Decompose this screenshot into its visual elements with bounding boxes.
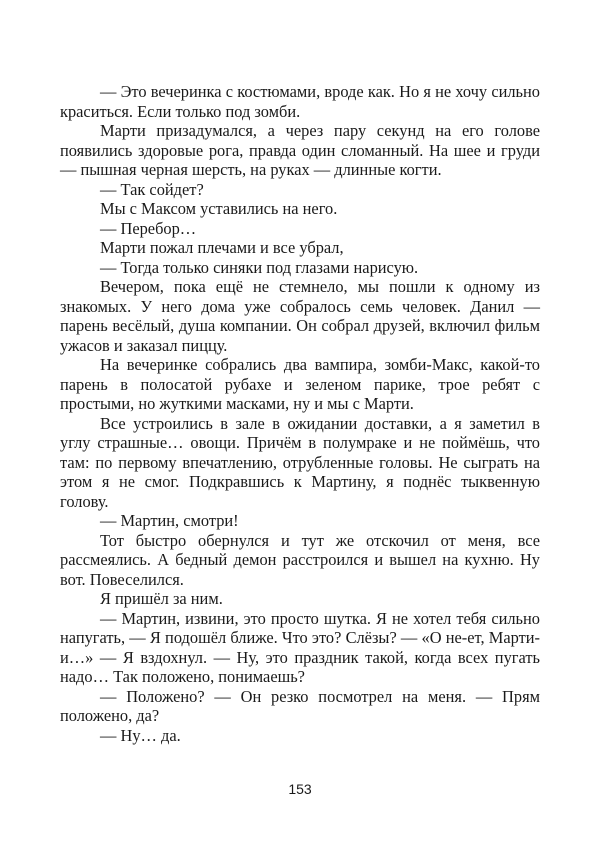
paragraph: — Ну… да. — [100, 725, 181, 745]
paragraph: — Тогда только синяки под глазами нарисую. — [100, 257, 419, 277]
paragraph: Все устроились в зале в ожидании доставки, а я заметил в углу страшные… овощи. Причём в полумраке и не поймёшь, что там: по первому впечатлению, отрубленные головы. Не сыграть на этом я не смог. Подкравшись к Мартину, я поднёс тыквенную голову. — [60, 413, 540, 511]
paragraph: — Положено? — Он резко посмотрел на меня. — Прям положено, да? — [60, 686, 540, 725]
paragraph: — Это вечеринка с костюмами, вроде как. Но я не хочу сильно краситься. Если только под зомби. — [60, 82, 540, 121]
paragraph: — Перебор… — [100, 218, 197, 238]
paragraph: Тот быстро обернулся и тут же отскочил от меня, все рассмеялись. А бедный демон расстроился и вышел на кухню. Ну вот. Повеселился. — [60, 530, 540, 589]
paragraph: Вечером, пока ещё не стемнело, мы пошли к одному из знакомых. У него дома уже собралось семь человек. Данил — парень весёлый, душа компании. Он собрал друзей, включил фильм ужасов и заказал пиццу. — [60, 277, 540, 355]
paragraph: — Мартин, извини, это просто шутка. Я не хотел тебя сильно напугать, — Я подошёл ближе. Что это? Слёзы? — «О не-ет, Марти-и…» — Я вздохнул. — Ну, это праздник такой, когда всех пугать надо… Так положено, понимаешь? — [60, 608, 540, 686]
paragraph: На вечеринке собрались два вампира, зомби-Макс, какой-то парень в полосатой рубахе и зеленом парике, трое ребят с простыми, но жуткими масками, ну и мы с Марти. — [60, 355, 540, 413]
paragraph: Марти пожал плечами и все убрал, — [100, 238, 344, 257]
paragraph: — Мартин, смотри! — [100, 511, 239, 530]
page-number: 153 — [288, 781, 312, 797]
paragraph: — Так сойдет? — [100, 179, 204, 199]
paragraph: Марти призадумался, а через пару секунд на его голове появились здоровые рога, правда один сломанный. На шее и груди — пышная черная шерсть, на руках — длинные когти. — [60, 121, 540, 179]
paragraph: Я пришёл за ним. — [100, 589, 223, 608]
paragraph: Мы с Максом уставились на него. — [100, 199, 338, 218]
page-body-text — [60, 82, 540, 745]
